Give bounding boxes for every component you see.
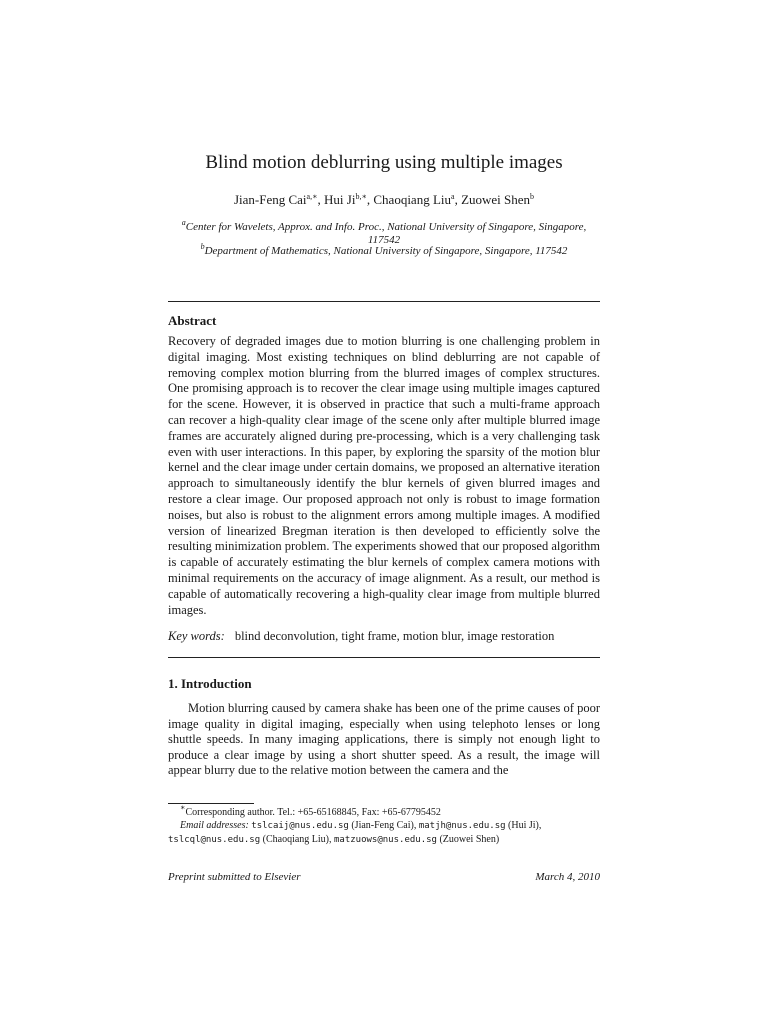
footer-date: March 4, 2010 <box>535 871 600 883</box>
affiliation-mark: b <box>200 242 205 251</box>
author-name: Chaoqiang Liu <box>373 192 452 207</box>
abstract-heading: Abstract <box>168 313 217 328</box>
footnote-emails <box>168 819 600 847</box>
email-address[interactable]: tslcql@nus.edu.sg <box>168 835 261 845</box>
author-affiliation-mark: a <box>451 192 455 201</box>
abstract-top-rule <box>168 301 600 302</box>
email-owner: (Zuowei Shen) <box>439 834 500 845</box>
footnote-corresponding-text: Corresponding author. Tel.: +65-65168845, Fax: +65-67795452 <box>185 807 441 818</box>
email-address[interactable]: matzuows@nus.edu.sg <box>334 835 437 845</box>
keywords-text: blind deconvolution, tight frame, motion blur, image restoration <box>234 629 555 643</box>
footnote-corresponding <box>168 803 600 819</box>
section-heading-introduction: 1. Introduction <box>168 676 252 691</box>
email-owner: (Chaoqiang Liu), <box>262 834 332 845</box>
author-affiliation-mark: b <box>530 192 535 201</box>
author-name: Zuowei Shen <box>461 192 531 207</box>
email-address[interactable]: tslcaij@nus.edu.sg <box>251 821 349 831</box>
author-name: Jian-Feng Cai <box>233 192 307 207</box>
author-name: Hui Ji <box>324 192 356 207</box>
affiliation-text: Center for Wavelets, Approx. and Info. Proc., National University of Singapore, Singapore, 117542 <box>185 221 587 246</box>
affiliation-b <box>168 242 600 258</box>
email-owner: (Hui Ji), <box>508 820 542 831</box>
affiliation-mark: a <box>181 218 186 227</box>
footer-preprint-note: Preprint submitted to Elsevier <box>168 871 301 883</box>
paper-title: Blind motion deblurring using multiple images <box>205 152 563 173</box>
keywords-line <box>168 629 600 644</box>
abstract-bottom-rule <box>168 657 600 658</box>
abstract-text: Recovery of degraded images due to motion blurring is one challenging problem in digital imaging. Most existing techniques on blind deblurring are not capable of removing complex motion blurring from the blurred images of complex structures. One promising approach is to recover the clear image using multiple images captured for the scene. However, it is observed in practice that such a multi-frame approach can recover a high-quality clear image of the scene only after multiple blurred image frames are accurately aligned during pre-processing, which is a very challenging task even with user interactions. In this paper, by exploring the sparsity of the motion blur kernel and the clear image under certain domains, we proposed an alternative iteration approach to simultaneously identify the blur kernels of given blurred images and restore a clear image. Our proposed approach not only is robust to image formation noises, but also is robust to the alignment errors among multiple images. A modified version of linearized Bregman iteration is then developed to efficiently solve the resulting minimization problem. The experiments showed that our proposed algorithm is capable of accurately estimating the blur kernels of complex camera motions with minimal requirements on the accuracy of image alignment. As a result, our method is capable of automatically recovering a high-quality clear image from multiple blurred images. <box>168 334 600 617</box>
email-owner: (Jian-Feng Cai), <box>351 820 417 831</box>
keywords-label: Key words: <box>168 629 225 643</box>
introduction-text: Motion blurring caused by camera shake has been one of the prime causes of poor image quality in digital imaging, especially when using telephoto lenses or long shuttle speeds. In many imaging applications, there is simply not enough light to produce a clear image by using a short shutter speed. As a result, the image will appear blurry due to the relative motion between the camera and the <box>168 701 600 778</box>
email-label: Email addresses: <box>180 820 249 831</box>
footnote-mark: ∗ <box>180 803 186 812</box>
author-affiliation-mark: b,∗ <box>355 192 367 201</box>
affiliation-a <box>168 218 600 247</box>
author-list: Jian-Feng Cai$^{a,∗}$, Hui $Ji^{b,∗}$, Chaoqiang Liu$^a$, Zuowei Shen$^b$ <box>233 192 535 207</box>
affiliation-text: Department of Mathematics, National University of Singapore, Singapore, 117542 <box>204 245 568 257</box>
author-affiliation-mark: a,∗ <box>306 192 318 201</box>
email-address[interactable]: matjh@nus.edu.sg <box>418 821 506 831</box>
